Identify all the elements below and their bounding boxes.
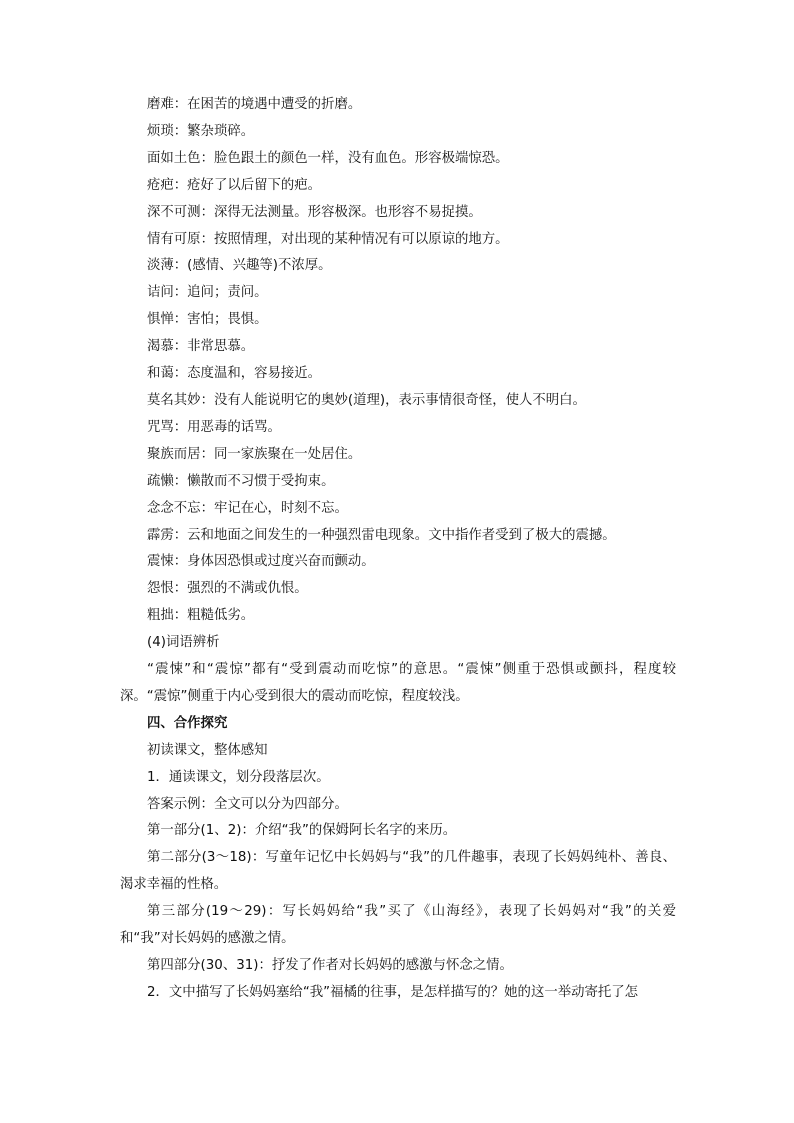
glossary-separator: ： bbox=[200, 392, 214, 408]
glossary-definition: 脸色跟土的颜色一样，没有血色。形容极端惊恐。 bbox=[213, 150, 509, 166]
glossary-definition: 云和地面之间发生的一种强烈雷电现象。文中指作者受到了极大的震撼。 bbox=[187, 527, 616, 543]
glossary-separator: ： bbox=[200, 446, 214, 462]
glossary-separator: ： bbox=[173, 97, 188, 112]
glossary-separator: ： bbox=[173, 366, 188, 382]
glossary-separator: ： bbox=[173, 527, 188, 543]
glossary-definition: 繁杂琐碎。 bbox=[187, 123, 255, 139]
glossary-item bbox=[120, 146, 676, 173]
glossary-term: 粗拙 bbox=[147, 608, 174, 624]
glossary-item bbox=[120, 334, 676, 361]
glossary-item bbox=[120, 119, 676, 146]
glossary-item bbox=[120, 92, 676, 119]
glossary-definition: 害怕；畏惧。 bbox=[187, 312, 268, 328]
glossary-item bbox=[120, 549, 676, 576]
glossary-separator: ： bbox=[200, 500, 214, 516]
glossary-item bbox=[120, 227, 676, 254]
glossary-item bbox=[120, 442, 676, 469]
glossary-term: 疮疤 bbox=[147, 177, 174, 193]
glossary-item bbox=[120, 415, 676, 442]
glossary-definition: 强烈的不满或仇恨。 bbox=[187, 581, 308, 597]
glossary-term: 疏懒 bbox=[147, 473, 174, 489]
glossary-definition: 用恶毒的话骂。 bbox=[187, 419, 281, 435]
glossary-item bbox=[120, 307, 676, 334]
glossary-item bbox=[120, 280, 676, 307]
glossary-list bbox=[120, 92, 676, 630]
glossary-item bbox=[120, 576, 676, 603]
glossary-term: 情有可原 bbox=[147, 231, 201, 247]
glossary-term: 聚族而居 bbox=[147, 446, 201, 462]
glossary-definition: 深得无法测量。形容极深。也形容不易捉摸。 bbox=[213, 204, 482, 220]
glossary-item bbox=[120, 523, 676, 550]
glossary-term: 诘问 bbox=[147, 285, 174, 301]
glossary-term: 惧惮 bbox=[147, 312, 174, 328]
glossary-term: 怨恨 bbox=[147, 581, 174, 597]
answer-1: 答案示例：全文可以分为四部分。 bbox=[147, 796, 348, 812]
glossary-separator: ： bbox=[200, 231, 214, 247]
glossary-definition: 粗糙低劣。 bbox=[187, 608, 255, 624]
glossary-separator: ： bbox=[173, 258, 188, 274]
part-4: 第四部分(30、31)：抒发了作者对长妈妈的感激与怀念之情。 bbox=[147, 958, 513, 973]
glossary-separator: ： bbox=[173, 177, 188, 193]
glossary-definition: 在困苦的境遇中遭受的折磨。 bbox=[187, 97, 362, 112]
glossary-definition: 没有人能说明它的奥妙(道理)，表示事情很奇怪，使人不明白。 bbox=[213, 392, 586, 408]
glossary-term: 淡薄 bbox=[147, 258, 174, 274]
glossary-term: 霹雳 bbox=[147, 527, 174, 543]
glossary-separator: ： bbox=[173, 339, 188, 355]
glossary-definition: 身体因恐惧或过度兴奋而颤动。 bbox=[187, 554, 375, 570]
glossary-item bbox=[120, 469, 676, 496]
part-3: 第三部分(19～29)：写长妈妈给“我”买了《山海经》，表现了长妈妈对“我”的关爱和“我”对长妈妈的感激之情。 bbox=[120, 904, 676, 947]
question-1: 1．通读课文，划分段落层次。 bbox=[147, 769, 330, 785]
glossary-separator: ： bbox=[200, 150, 214, 166]
glossary-separator: ： bbox=[173, 419, 188, 435]
section-title: 四、合作探究 bbox=[147, 715, 228, 731]
glossary-term: 咒骂 bbox=[147, 419, 174, 435]
document-page bbox=[120, 92, 676, 1007]
glossary-definition: 非常思慕。 bbox=[187, 339, 255, 355]
glossary-term: 面如土色 bbox=[147, 150, 201, 166]
glossary-term: 磨难 bbox=[147, 97, 174, 112]
glossary-definition: 疮好了以后留下的疤。 bbox=[187, 177, 322, 193]
glossary-item bbox=[120, 388, 676, 415]
part-2: 第二部分(3～18)：写童年记忆中长妈妈与“我”的几件趣事，表现了长妈妈纯朴、善良、渴求幸福的性格。 bbox=[120, 850, 676, 893]
glossary-term: 烦琐 bbox=[147, 123, 174, 139]
glossary-item bbox=[120, 200, 676, 227]
glossary-item bbox=[120, 173, 676, 200]
glossary-definition: 同一家族聚在一处居住。 bbox=[213, 446, 362, 462]
glossary-definition: 态度温和，容易接近。 bbox=[187, 366, 322, 382]
question-2: 2．文中描写了长妈妈塞给“我”福橘的往事，是怎样描写的？她的这一举动寄托了怎 bbox=[147, 984, 639, 1000]
glossary-definition: 懒散而不习惯于受拘束。 bbox=[187, 473, 335, 489]
glossary-separator: ： bbox=[173, 581, 188, 597]
glossary-term: 深不可测 bbox=[147, 204, 201, 220]
glossary-item bbox=[120, 253, 676, 280]
glossary-item bbox=[120, 603, 676, 630]
glossary-definition: (感情、兴趣等)不浓厚。 bbox=[187, 258, 332, 274]
glossary-item bbox=[120, 496, 676, 523]
glossary-separator: ： bbox=[173, 312, 188, 328]
glossary-separator: ： bbox=[173, 473, 188, 489]
glossary-term: 渴慕 bbox=[147, 339, 174, 355]
glossary-separator: ： bbox=[200, 204, 214, 220]
glossary-separator: ： bbox=[173, 123, 188, 139]
glossary-separator: ： bbox=[173, 608, 188, 624]
glossary-definition: 牢记在心，时刻不忘。 bbox=[213, 500, 348, 516]
glossary-item bbox=[120, 361, 676, 388]
glossary-separator: ： bbox=[173, 285, 188, 301]
glossary-term: 震悚 bbox=[147, 554, 174, 570]
glossary-definition: 追问；责问。 bbox=[187, 285, 268, 301]
glossary-definition: 按照情理，对出现的某种情况有可以原谅的地方。 bbox=[213, 231, 509, 247]
word-discrimination-paragraph: “震悚”和“震惊”都有“受到震动而吃惊”的意思。“震悚”侧重于恐惧或颤抖，程度较深。“震惊”侧重于内心受到很大的震动而吃惊，程度较浅。 bbox=[120, 662, 676, 704]
subsection-heading: (4)词语辨析 bbox=[147, 635, 220, 651]
glossary-separator: ： bbox=[173, 554, 188, 570]
glossary-term: 莫名其妙 bbox=[147, 392, 201, 408]
intro-heading: 初读课文，整体感知 bbox=[147, 742, 268, 758]
part-1: 第一部分(1、2)：介绍“我”的保姆阿长名字的来历。 bbox=[147, 823, 457, 839]
glossary-term: 和蔼 bbox=[147, 366, 174, 382]
glossary-term: 念念不忘 bbox=[147, 500, 201, 516]
